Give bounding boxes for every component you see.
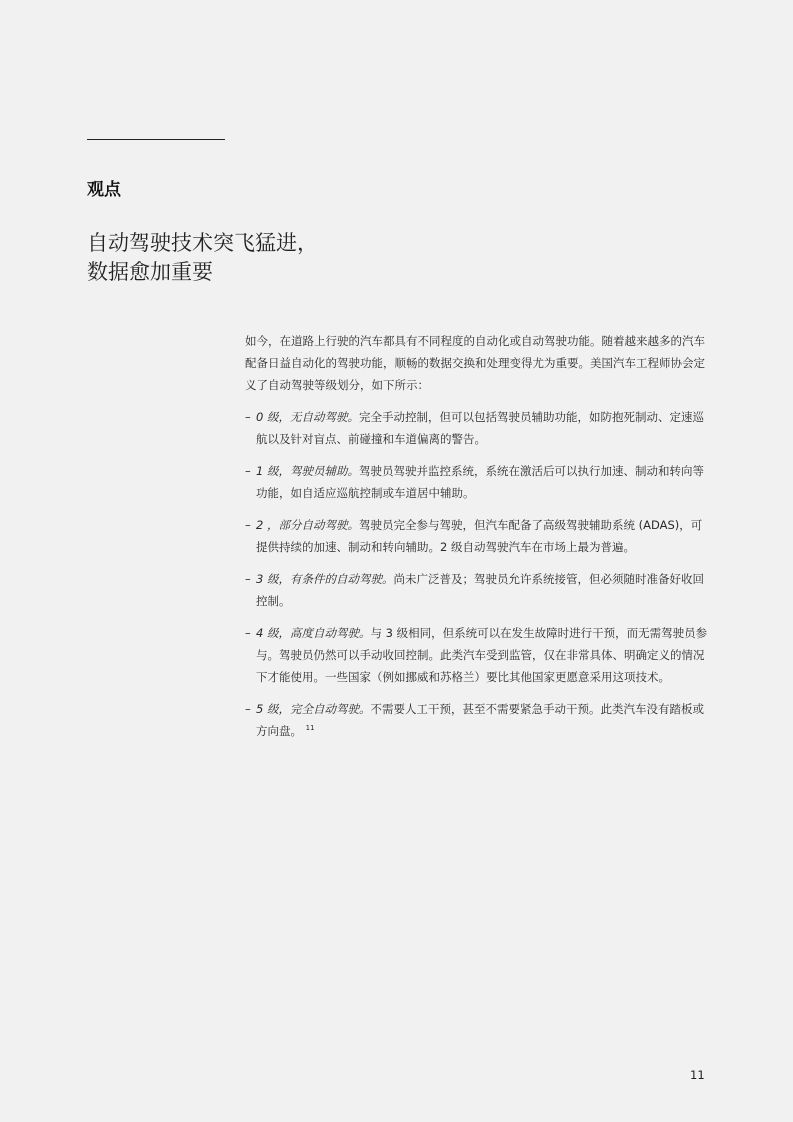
level-label: 5 级，完全自动驾驶。 — [256, 702, 371, 716]
level-text: 驾驶员完全参与驾驶，但汽车配备了高级驾驶辅助系统 (ADAS)，可提供持续的加速、制动和转向辅助。2 级自动驾驶汽车在市场上最为普遍。 — [256, 518, 703, 554]
list-dash: – — [245, 464, 251, 478]
level-text: 尚未广泛普及；驾驶员允许系统接管，但必须随时准备好收回控制。 — [256, 572, 704, 608]
list-dash: – — [245, 572, 251, 586]
level-label: 0 级，无自动驾驶。 — [256, 410, 359, 424]
automation-levels-list — [245, 406, 713, 742]
level-text: 驾驶员驾驶并监控系统，系统在激活后可以执行加速、制动和转向等功能，如自适应巡航控制或车道居中辅助。 — [256, 464, 704, 500]
page-title-line-2: 数据愈加重要 — [87, 260, 213, 284]
level-label: 4 级，高度自动驾驶。 — [256, 626, 371, 640]
list-dash: – — [245, 518, 251, 532]
list-dash: – — [245, 626, 251, 640]
level-text: 不需要人工干预，甚至不需要紧急手动干预。此类汽车没有踏板或方向盘。 — [256, 702, 704, 738]
footnote-marker[interactable]: 11 — [305, 724, 315, 733]
level-item-2 — [245, 514, 713, 558]
intro-paragraph: 如今，在道路上行驶的汽车都具有不同程度的自动化或自动驾驶功能。随着越来越多的汽车配备日益自动化的驾驶功能，顺畅的数据交换和处理变得尤为重要。美国汽车工程师协会定义了自动驾驶等级划分，如下所示： — [245, 334, 705, 392]
level-text: 与 3 级相同，但系统可以在发生故障时进行干预，而无需驾驶员参与。驾驶员仍然可以手动收回控制。此类汽车受到监管，仅在非常具体、明确定义的情况下才能使用。一些国家（例如挪威和苏格兰）要比其他国家更愿意采用这项技术。 — [256, 626, 708, 684]
page-title — [87, 229, 318, 287]
level-item-0 — [245, 406, 713, 450]
section-label: 观点 — [87, 180, 121, 200]
level-label: 3 级，有条件的自动驾驶。 — [256, 572, 394, 586]
page-title-line-1: 自动驾驶技术突飞猛进， — [87, 231, 318, 255]
level-item-3 — [245, 568, 713, 612]
level-label: 2 ，部分自动驾驶。 — [256, 518, 359, 532]
page-number: 11 — [690, 1068, 705, 1082]
level-text: 完全手动控制，但可以包括驾驶员辅助功能，如防抱死制动、定速巡航以及针对盲点、前碰撞和车道偏离的警告。 — [256, 410, 704, 446]
level-item-1 — [245, 460, 713, 504]
level-item-5 — [245, 698, 713, 742]
section-divider — [87, 139, 225, 140]
list-dash: – — [245, 702, 251, 716]
level-label: 1 级，驾驶员辅助。 — [256, 464, 359, 478]
list-dash: – — [245, 410, 251, 424]
article-body — [245, 330, 713, 752]
level-item-4 — [245, 622, 713, 688]
